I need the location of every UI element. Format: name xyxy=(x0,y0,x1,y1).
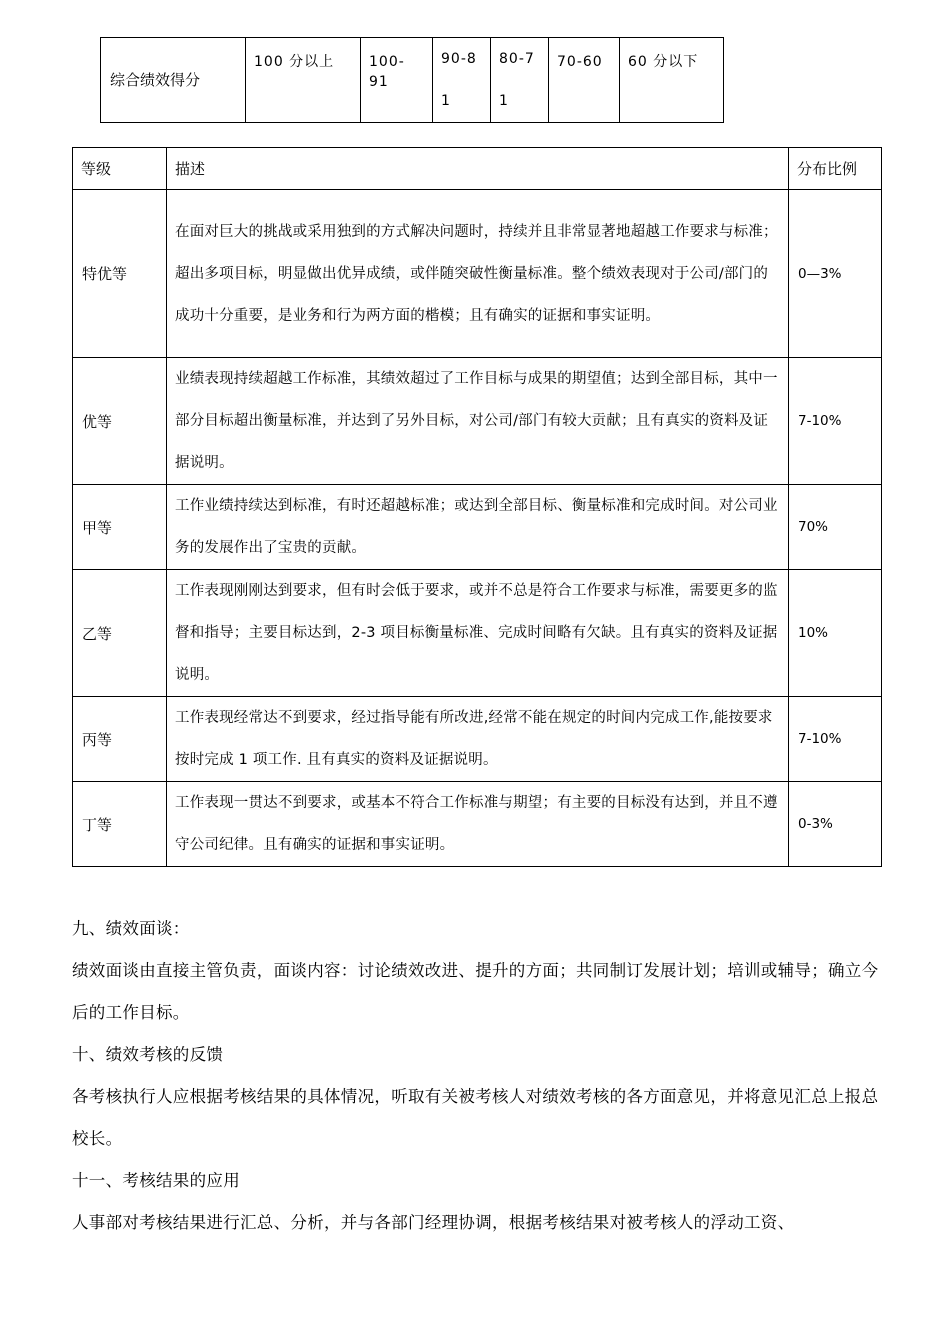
section-heading: 九、绩效面谈： xyxy=(72,919,190,938)
table-row xyxy=(73,190,882,358)
grade-description-table xyxy=(72,147,882,867)
table-row xyxy=(73,782,882,867)
grade-cell: 乙等 xyxy=(73,570,167,697)
score-range-cell xyxy=(246,38,361,123)
description-cell: 业绩表现持续超越工作标准，其绩效超过了工作目标与成果的期望值；达到全部目标，其中一部分目标超出衡量标准，并达到了另外目标，对公司/部门有较大贡献；且有真实的资料及证据说明。 xyxy=(167,358,789,485)
score-range-cell xyxy=(491,38,549,123)
section-heading: 十一、考核结果的应用 xyxy=(72,1171,240,1190)
section-heading: 十、绩效考核的反馈 xyxy=(72,1045,224,1064)
score-range-text: 100 分以上 xyxy=(254,54,335,70)
score-range-cell xyxy=(549,38,620,123)
column-header-grade: 等级 xyxy=(73,148,167,190)
grade-cell: 丁等 xyxy=(73,782,167,867)
score-range-cell xyxy=(361,38,433,123)
score-range-cell xyxy=(433,38,491,123)
score-range-cell xyxy=(620,38,724,123)
grade-cell: 丙等 xyxy=(73,697,167,782)
score-range-text: 60 分以下 xyxy=(628,54,699,70)
table-row xyxy=(73,570,882,697)
grade-cell: 特优等 xyxy=(73,190,167,358)
section-body: 人事部对考核结果进行汇总、分析，并与各部门经理协调，根据考核结果对被考核人的浮动工资、 xyxy=(72,1213,795,1232)
description-cell: 工作业绩持续达到标准，有时还超越标准；或达到全部目标、衡量标准和完成时间。对公司业务的发展作出了宝贵的贡献。 xyxy=(167,485,789,570)
column-header-description: 描述 xyxy=(167,148,789,190)
score-range-text: 80-7 1 xyxy=(499,51,535,109)
ratio-cell: 0-3% xyxy=(789,782,882,867)
description-cell: 在面对巨大的挑战或采用独到的方式解决问题时，持续并且非常显著地超越工作要求与标准；超出多项目标，明显做出优异成绩，或伴随突破性衡量标准。整个绩效表现对于公司/部门的成功十分重要，是业务和行为两方面的楷模；且有确实的证据和事实证明。 xyxy=(167,190,789,358)
score-range-table xyxy=(100,37,724,123)
score-range-text: 70-60 xyxy=(557,54,603,70)
table-header-row xyxy=(73,148,882,190)
ratio-cell: 10% xyxy=(789,570,882,697)
ratio-cell: 7-10% xyxy=(789,358,882,485)
grade-cell: 优等 xyxy=(73,358,167,485)
table-row xyxy=(73,358,882,485)
description-cell: 工作表现刚刚达到要求，但有时会低于要求，或并不总是符合工作要求与标准，需要更多的监督和指导；主要目标达到，2-3 项目标衡量标准、完成时间略有欠缺。且有真实的资料及证据说明。 xyxy=(167,570,789,697)
description-cell: 工作表现经常达不到要求，经过指导能有所改进,经常不能在规定的时间内完成工作,能按要求按时完成 1 项工作. 且有真实的资料及证据说明。 xyxy=(167,697,789,782)
column-header-ratio: 分布比例 xyxy=(789,148,882,190)
ratio-cell: 70% xyxy=(789,485,882,570)
grade-cell: 甲等 xyxy=(73,485,167,570)
description-cell: 工作表现一贯达不到要求，或基本不符合工作标准与期望；有主要的目标没有达到，并且不遵守公司纪律。且有确实的证据和事实证明。 xyxy=(167,782,789,867)
section-body: 各考核执行人应根据考核结果的具体情况，听取有关被考核人对绩效考核的各方面意见，并将意见汇总上报总校长。 xyxy=(72,1087,879,1148)
ratio-cell: 0—3% xyxy=(789,190,882,358)
ratio-cell: 7-10% xyxy=(789,697,882,782)
table-row xyxy=(73,697,882,782)
table-row xyxy=(101,38,724,123)
score-row-label: 综合绩效得分 xyxy=(101,38,246,123)
section-body: 绩效面谈由直接主管负责，面谈内容：讨论绩效改进、提升的方面；共同制订发展计划；培训或辅导；确立今后的工作目标。 xyxy=(72,961,879,1022)
score-range-text: 100-91 xyxy=(369,54,405,90)
table-row xyxy=(73,485,882,570)
score-range-text: 90-8 1 xyxy=(441,51,477,109)
